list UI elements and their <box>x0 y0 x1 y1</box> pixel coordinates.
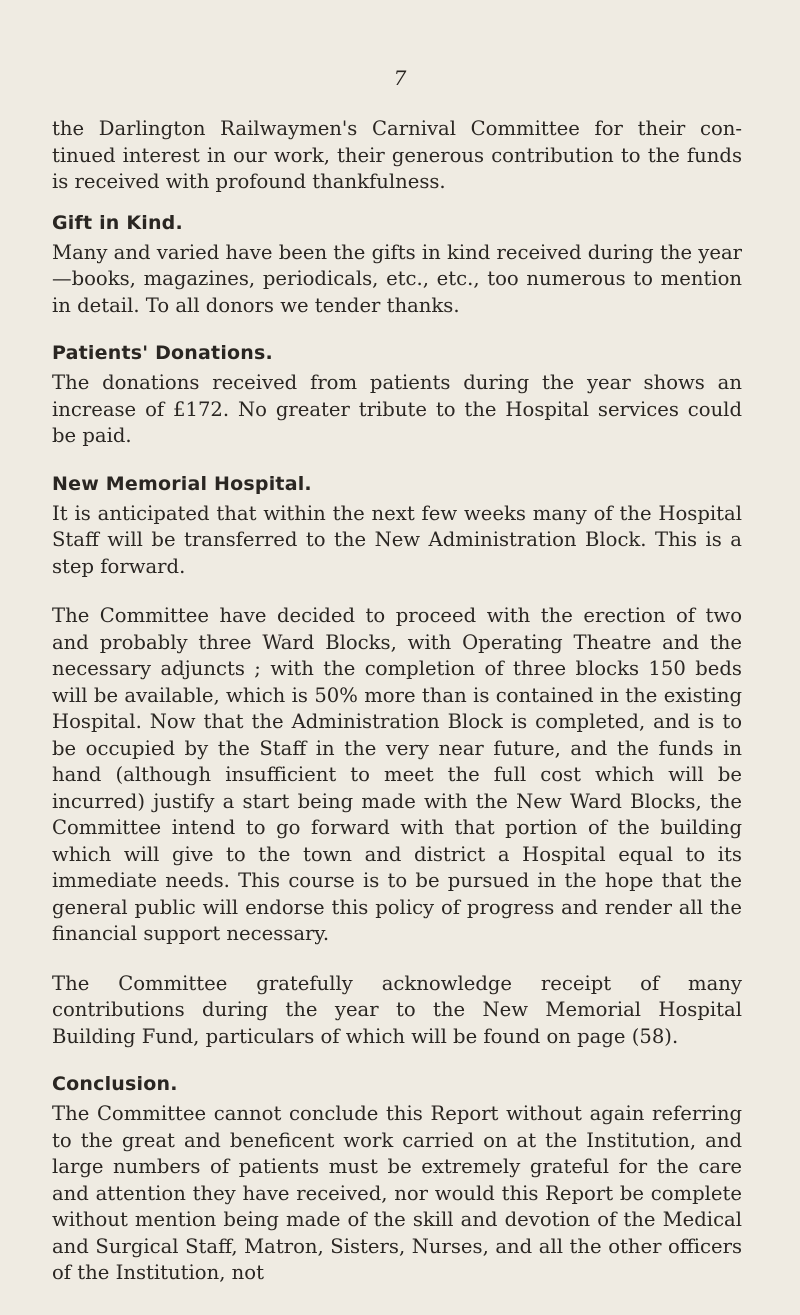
new-memorial-paragraph-3: The Committee gratefully acknowledge receipt of many contributions during the year to the New Memorial Hospital Building Fund, particulars of which will be found on page (58). <box>52 971 742 1048</box>
intro-paragraph: the Darlington Railwaymen's Carnival Committee for their con-tinued interest in our work, their generous contribution to the funds is received with profound thankfulness. <box>52 117 742 193</box>
patients-donations-paragraph: The donations received from patients during the year shows an increase of £172. No greater tribute to the Hospital services could be paid. <box>52 371 742 447</box>
heading-gift-in-kind: Gift in Kind. <box>52 211 183 234</box>
gift-in-kind-paragraph: Many and varied have been the gifts in kind received during the year—books, magazines, periodicals, etc., etc., too numerous to mention in detail. To all donors we tender thanks. <box>52 240 742 317</box>
new-memorial-paragraph-1: It is anticipated that within the next few weeks many of the Hospital Staff will be transferred to the New Administration Block. This is a step forward. <box>52 501 742 578</box>
conclusion-paragraph: The Committee cannot conclude this Report without again referring to the great and beneficent work carried on at the Institution, and large numbers of patients must be extremely grateful for the care and attention they have received, nor would this Report be complete without mention being made of the skill and devotion of the Medical and Surgical Staff, Matron, Sisters, Nurses, and all the other officers of the Institution, not <box>52 1102 742 1284</box>
new-memorial-paragraph-2: The Committee have decided to proceed with the erection of two and probably three Ward Blocks, with Operating Theatre and the necessary adjuncts ; with the completion of three blocks 150 beds will be available, which is 50% more than is contained in the existing Hospital. Now that the Administration Block is completed, and is to be occupied by the Staff in the very near future, and the funds in hand (although insufficient to meet the full cost which will be incurred) justify a start being made with the New Ward Blocks, the Committee intend to go forward with that portion of the building which will give to the town and district a Hospital equal to its immediate needs. This course is to be pursued in the hope that the general public will endorse this policy of progress and render all the financial support necessary. <box>52 604 742 945</box>
heading-patients-donations: Patients' Donations. <box>52 342 273 364</box>
document-page <box>52 68 742 1287</box>
heading-conclusion: Conclusion. <box>52 1073 178 1095</box>
page-number: 7 <box>393 66 407 90</box>
heading-new-memorial-hospital: New Memorial Hospital. <box>52 472 312 495</box>
